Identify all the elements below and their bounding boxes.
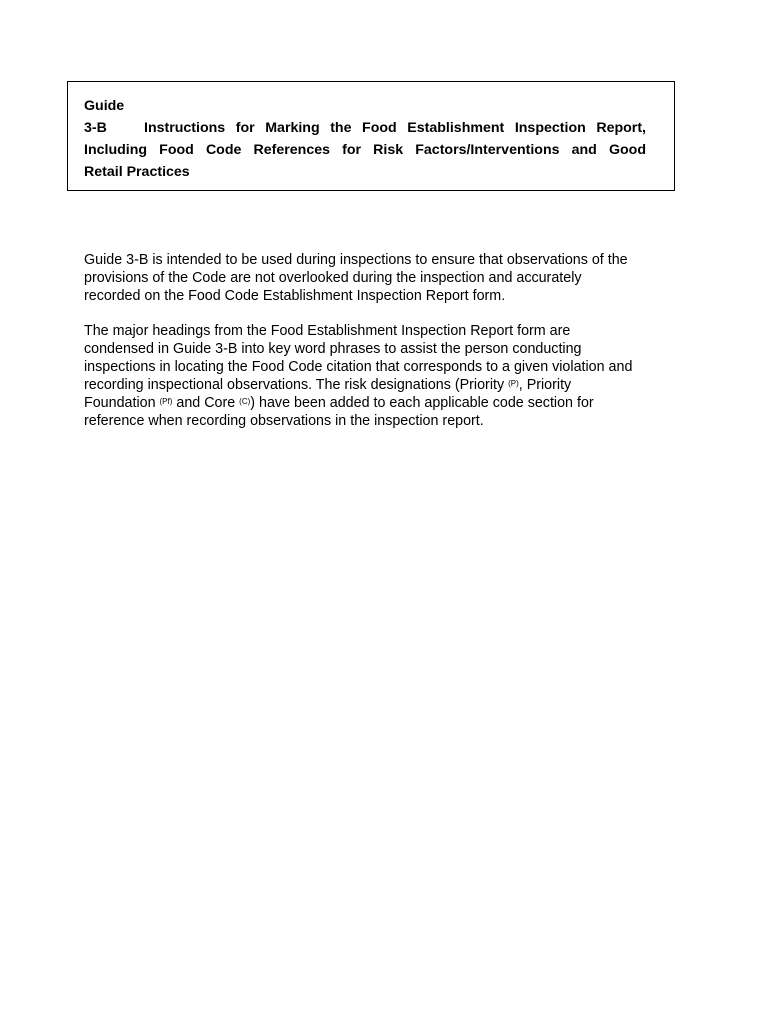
intro-paragraph [84,251,684,305]
guide-code: 3-B [84,120,107,136]
text-fragment: Foundation [84,395,160,411]
paragraph-line [84,394,684,412]
headings-paragraph [84,322,684,430]
title-box [67,81,675,191]
text-fragment: recording inspectional observations. The risk designations (Priority [84,377,509,393]
text-fragment: and Core [172,395,240,411]
paragraph-line [84,376,684,394]
title-text-1: Instructions for Marking the Food Establishment Inspection Report, [144,120,646,136]
text-fragment: ) have been added to each applicable code section for [250,395,594,411]
paragraph-line: inspections in locating the Food Code citation that corresponds to a given violation and [84,359,633,375]
paragraph-line: The major headings from the Food Establishment Inspection Report form are [84,323,571,339]
paragraph-line: reference when recording observations in the inspection report. [84,413,484,429]
paragraph-line: Guide 3-B is intended to be used during inspections to ensure that observations of the [84,252,628,268]
title-line-3: Retail Practices [84,164,190,180]
priority-foundation-superscript: (Pf) [159,397,173,406]
core-superscript: (C) [239,397,251,406]
priority-superscript: (P) [508,379,519,388]
paragraph-line: condensed in Guide 3-B into key word phrases to assist the person conducting [84,341,582,357]
text-fragment: , Priority [518,377,572,393]
paragraph-line: recorded on the Food Code Establishment Inspection Report form. [84,288,506,304]
paragraph-line: provisions of the Code are not overlooked during the inspection and accurately [84,270,582,286]
title-line-2: Including Food Code References for Risk Factors/Interventions and Good [84,142,646,158]
guide-label: Guide [84,98,125,114]
title-line-1 [84,117,646,139]
